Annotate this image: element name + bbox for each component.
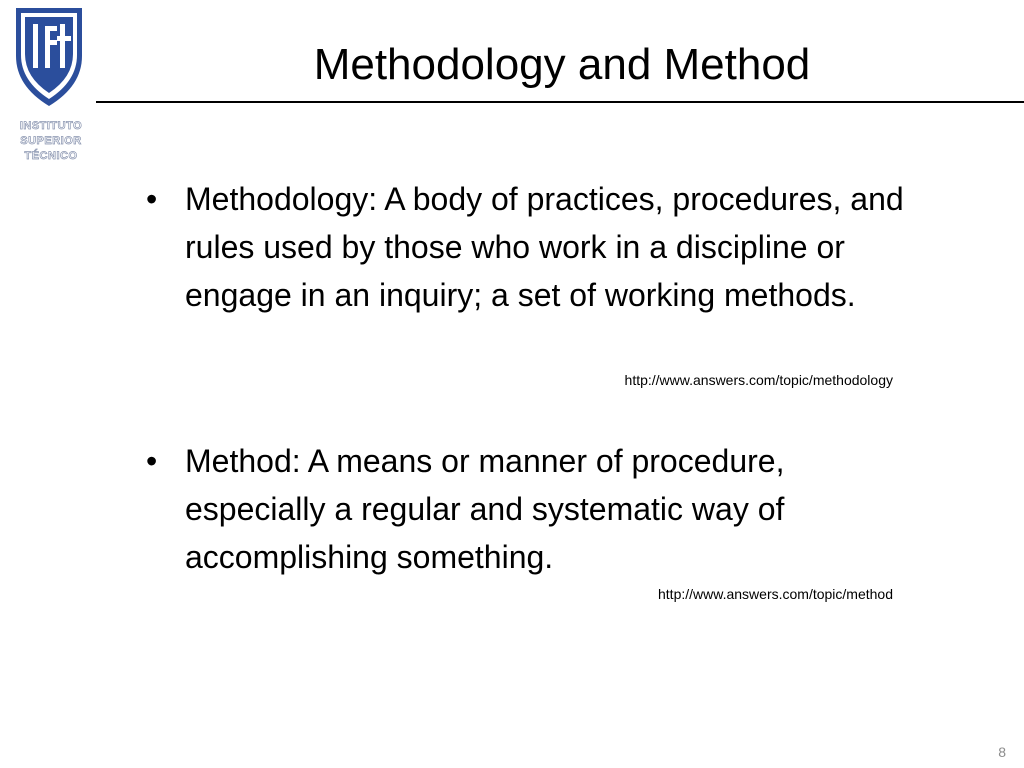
bullet-methodology	[146, 175, 906, 319]
logo-line-2: SUPERIOR	[20, 135, 82, 147]
citation-link[interactable]: http://www.answers.com/topic/methodology	[624, 372, 893, 388]
logo-wordmark	[13, 119, 89, 164]
title-underline	[96, 101, 1024, 103]
page-number: 8	[998, 744, 1006, 760]
logo-line-1: INSTITUTO	[19, 120, 83, 132]
bullet-marker: •	[146, 443, 158, 479]
citation-link[interactable]: http://www.answers.com/topic/method	[658, 586, 893, 602]
ist-shield-icon	[14, 6, 84, 108]
slide-title: Methodology and Method	[313, 40, 811, 89]
bullet-text: Methodology: A body of practices, procedures, and rules used by those who work in a discipline or engage in an inquiry; a set of working methods.	[185, 181, 904, 313]
logo-line-3: TÉCNICO	[24, 150, 78, 162]
bullet-text: Method: A means or manner of procedure, especially a regular and systematic way of accomplishing something.	[185, 443, 785, 575]
bullet-marker: •	[146, 181, 158, 217]
bullet-method	[146, 437, 906, 581]
